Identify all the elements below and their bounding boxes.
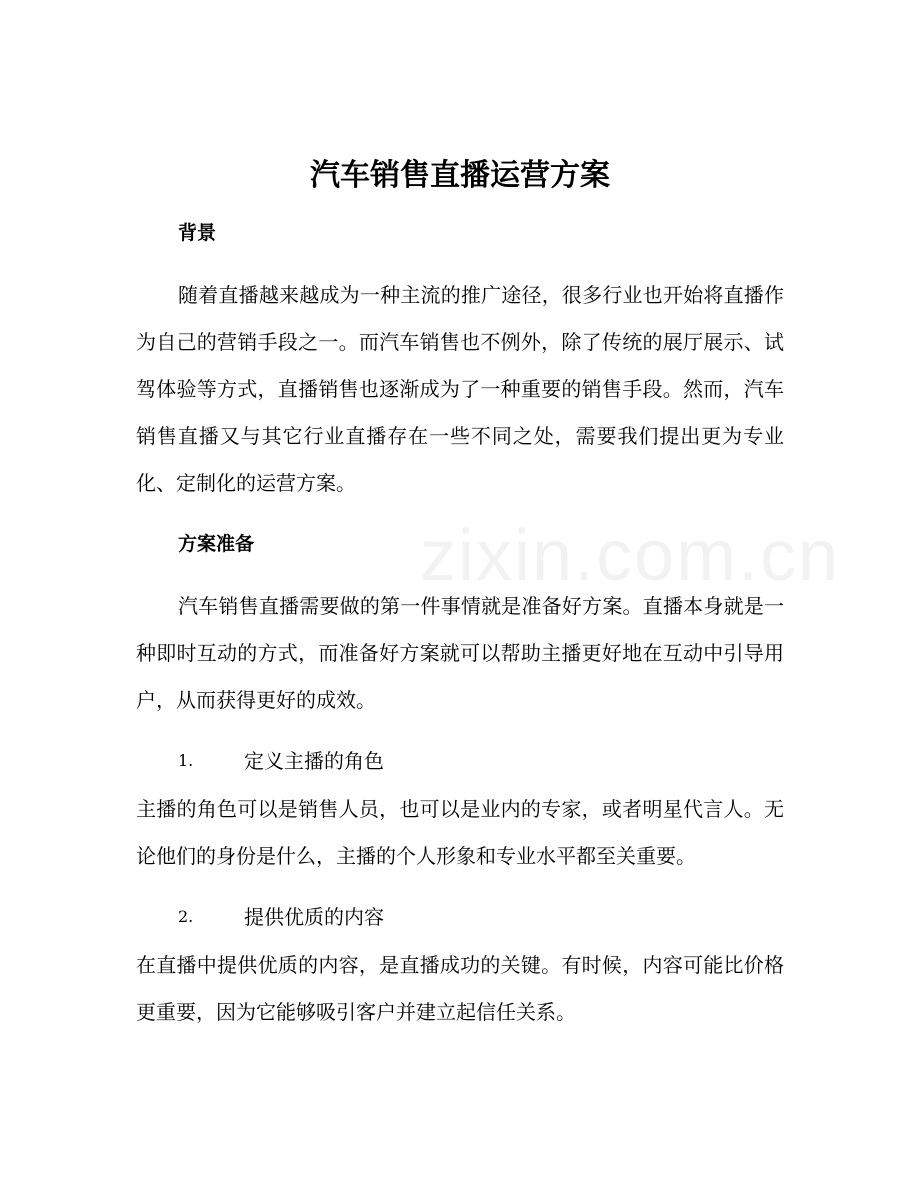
list-number: 1. [178, 751, 194, 770]
section-heading-preparation: 方案准备 [178, 533, 255, 555]
watermark: zixin.com.cn [420, 516, 841, 596]
section-heading-background: 背景 [178, 222, 217, 244]
list-item-paragraph: 在直播中提供优质的内容，是直播成功的关键。有时候，内容可能比价格更重要，因为它能够吸引客户并建立起信任关系。 [136, 953, 784, 1024]
list-item-title: 定义主播的角色 [244, 749, 384, 773]
document-content [136, 150, 784, 1058]
document-title: 汽车销售直播运营方案 [310, 158, 610, 193]
section-paragraph-preparation: 汽车销售直播需要做的第一件事情就是准备好方案。直播本身就是一种即时互动的方式，而准备好方案就可以帮助主播更好地在互动中引导用户，从而获得更好的成效。 [136, 594, 784, 712]
list-item-1 [136, 746, 784, 776]
list-number: 2. [178, 907, 194, 926]
section-paragraph-background: 随着直播越来越成为一种主流的推广途径，很多行业也开始将直播作为自己的营销手段之一。而汽车销售也不例外，除了传统的展厅展示、试驾体验等方式，直播销售也逐渐成为了一种重要的销售手段。然而，汽车销售直播又与其它行业直播存在一些不同之处，需要我们提出更为专业化、定制化的运营方案。 [136, 283, 784, 495]
list-item-paragraph: 主播的角色可以是销售人员，也可以是业内的专家，或者明星代言人。无论他们的身份是什么，主播的个人形象和专业水平都至关重要。 [136, 797, 784, 868]
list-item-2 [136, 902, 784, 932]
list-item-title: 提供优质的内容 [244, 905, 384, 929]
